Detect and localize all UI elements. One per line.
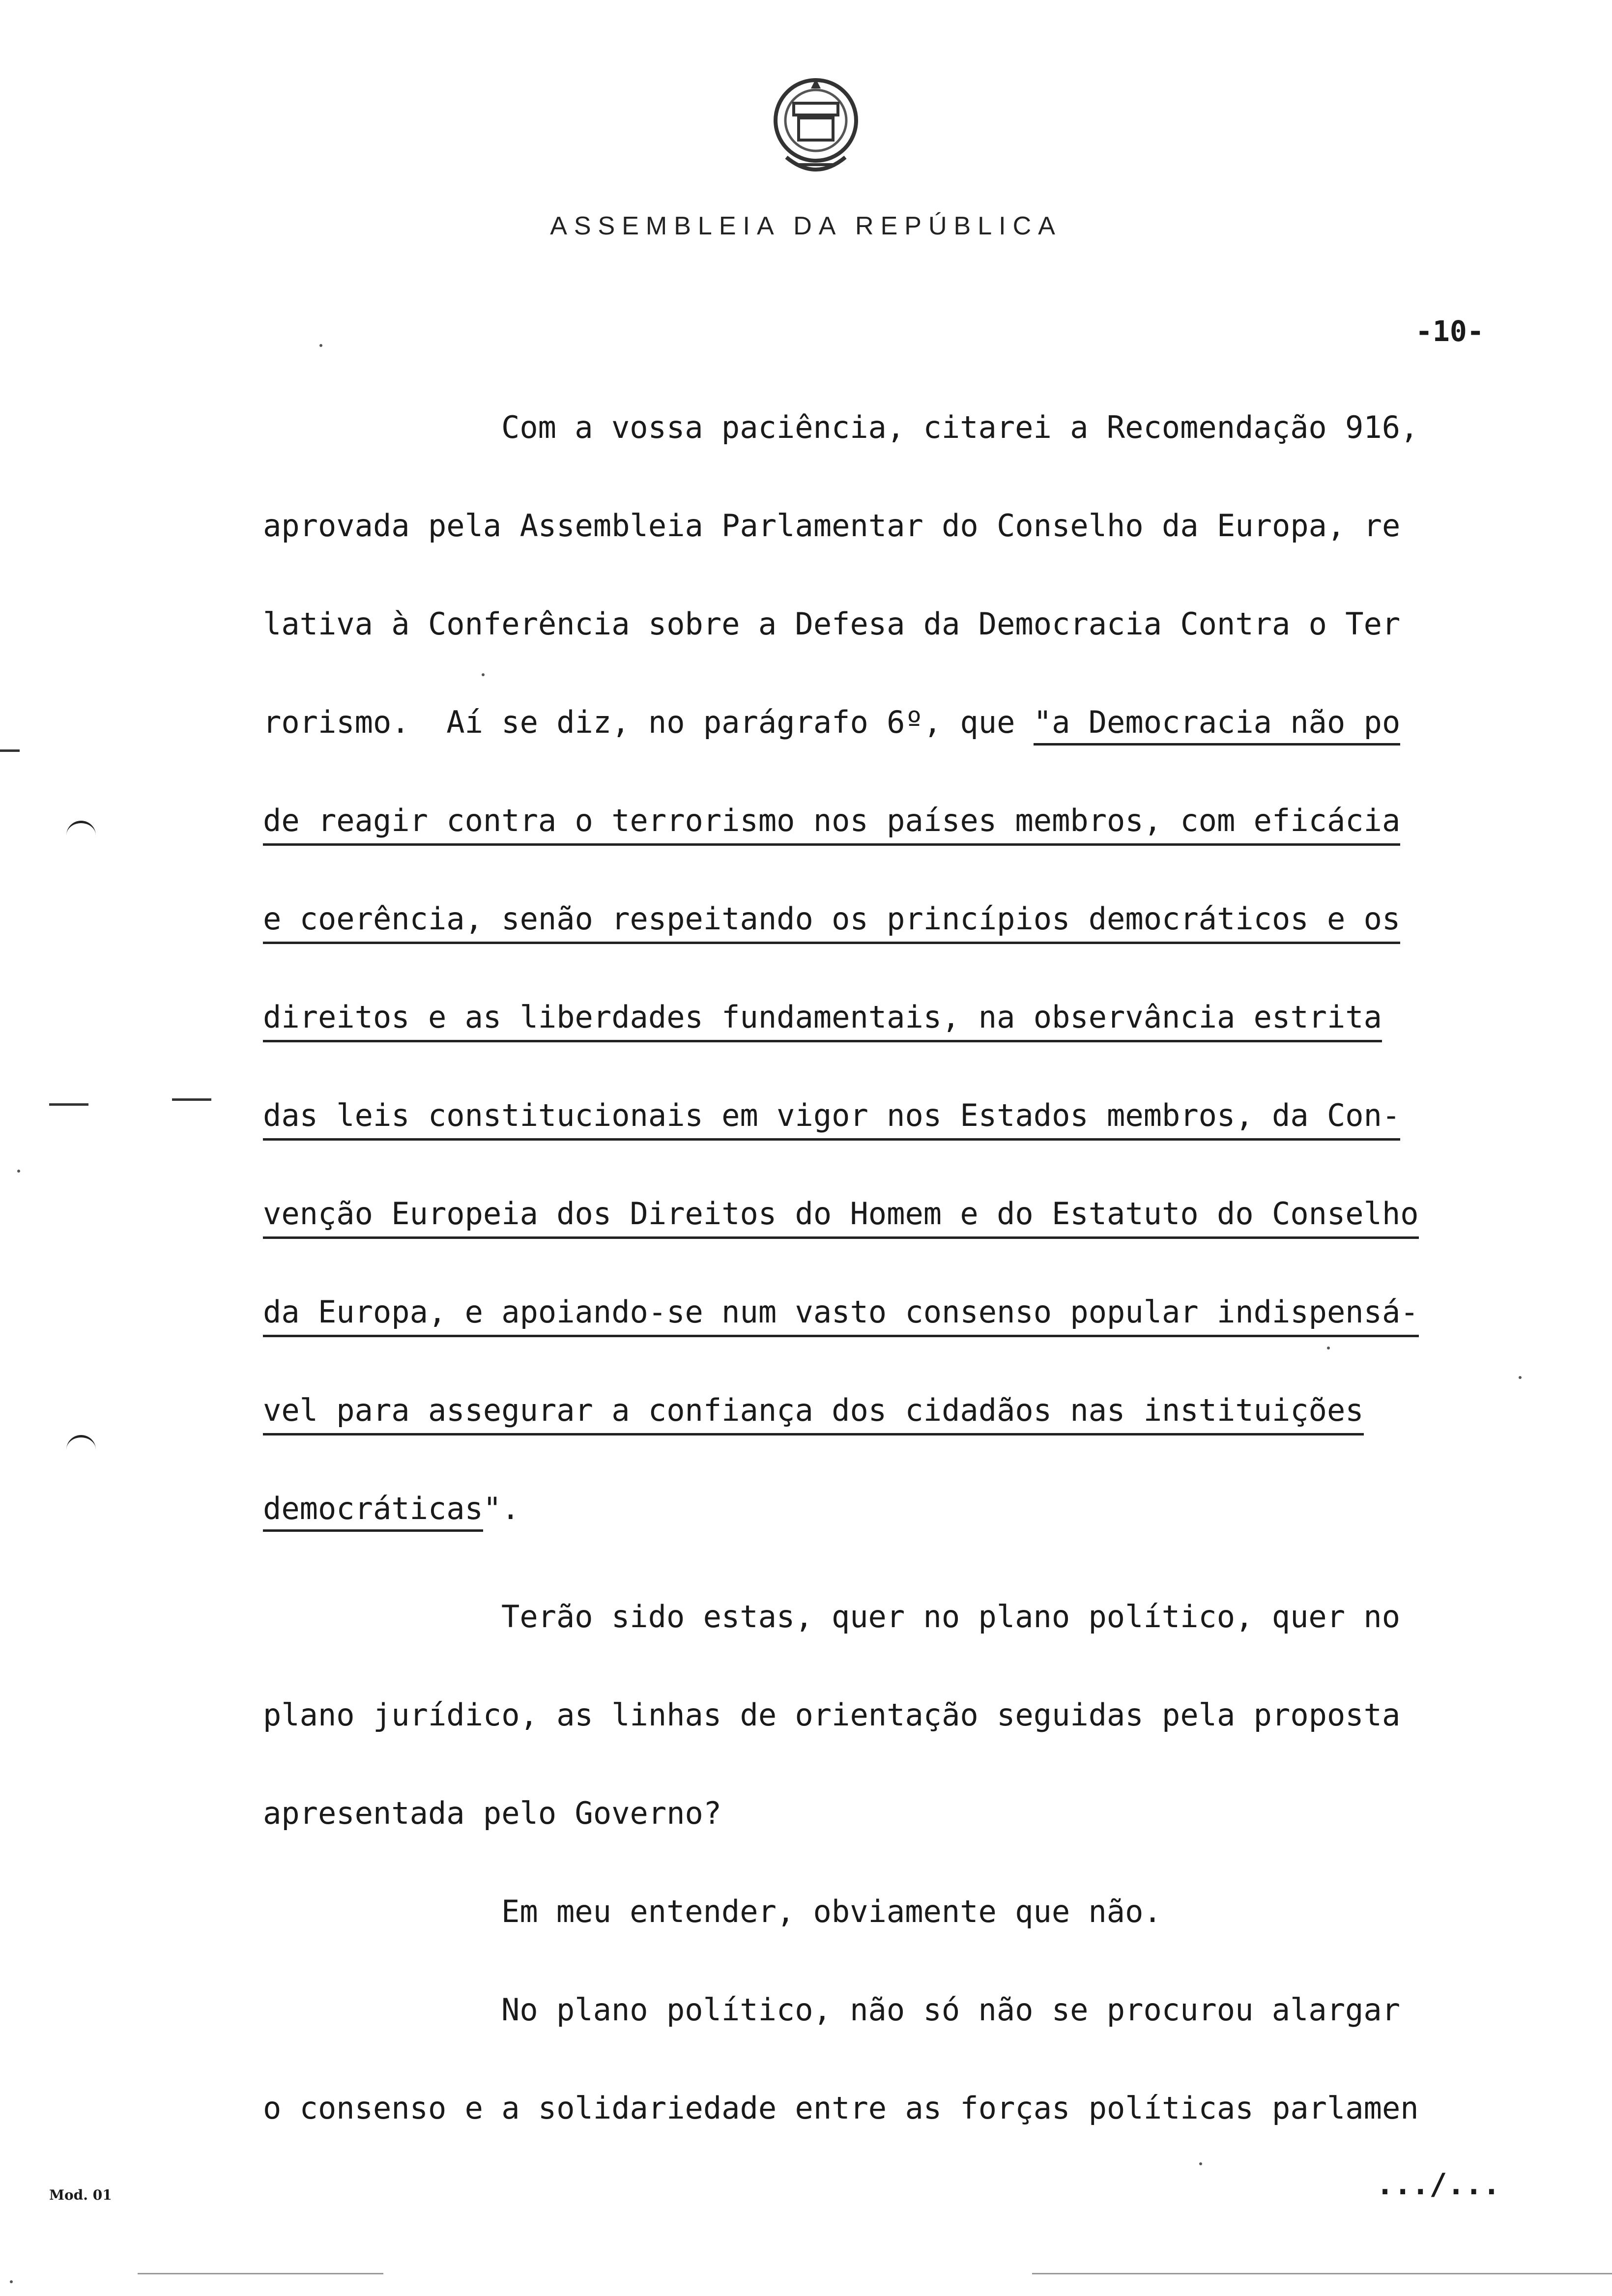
scan-speck [1327,1347,1330,1349]
text-line: No plano político, não só não se procurou alargar [501,1992,1401,2028]
coat-of-arms-seal-icon [767,69,865,182]
text-line [263,703,1400,742]
scan-edge [1032,2273,1612,2274]
quote-underlined-segment: democráticas [263,1491,483,1532]
margin-mark [49,1103,88,1106]
scan-speck [17,1170,20,1173]
quote-line: vel para assegurar a confiança dos cidadãos nas instituições [263,1391,1364,1435]
continuation-marker: .../... [1376,2167,1500,2202]
page-number: -10- [1415,315,1484,348]
text-segment: rorismo. Aí se diz, no parágrafo 6º, que [263,704,1034,740]
form-label: Mod. 01 [49,2187,112,2203]
text-segment: ". [483,1491,520,1526]
scan-speck [1199,2162,1202,2165]
margin-mark [66,821,96,843]
quote-line: de reagir contra o terrorismo nos países membros, com eficácia [263,801,1400,846]
margin-mark [0,749,20,752]
text-line: aprovada pela Assembleia Parlamentar do Conselho da Europa, re [263,508,1401,544]
quote-line [263,1489,520,1528]
institution-title: ASSEMBLEIA DA REPÚBLICA [550,212,1062,240]
margin-mark [66,1435,96,1457]
text-line: plano jurídico, as linhas de orientação seguidas pela proposta [263,1697,1401,1733]
margin-mark [172,1098,211,1101]
scan-speck [482,673,485,676]
quote-line: da Europa, e apoiando-se num vasto consenso popular indispensá- [263,1292,1419,1337]
scan-edge [138,2273,383,2274]
text-line: Em meu entender, obviamente que não. [501,1894,1162,1929]
quote-line: venção Europeia dos Direitos do Homem e do Estatuto do Conselho [263,1194,1419,1239]
quote-line: e coerência, senão respeitando os princípios democráticos e os [263,899,1400,944]
text-line: Terão sido estas, quer no plano político, quer no [501,1599,1401,1635]
text-line: lativa à Conferência sobre a Defesa da Democracia Contra o Ter [263,606,1401,642]
text-line: Com a vossa paciência, citarei a Recomendação 916, [501,409,1419,445]
quote-line: das leis constitucionais em vigor nos Estados membros, da Con- [263,1096,1400,1141]
text-line: o consenso e a solidariedade entre as forças políticas parlamen [263,2090,1419,2126]
quote-line: direitos e as liberdades fundamentais, na observância estrita [263,998,1382,1042]
quote-underlined-segment: "a Democracia não po [1034,704,1401,746]
text-line: apresentada pelo Governo? [263,1795,722,1831]
scan-speck [319,344,322,347]
scan-speck [10,2280,13,2283]
scan-speck [1519,1376,1522,1379]
